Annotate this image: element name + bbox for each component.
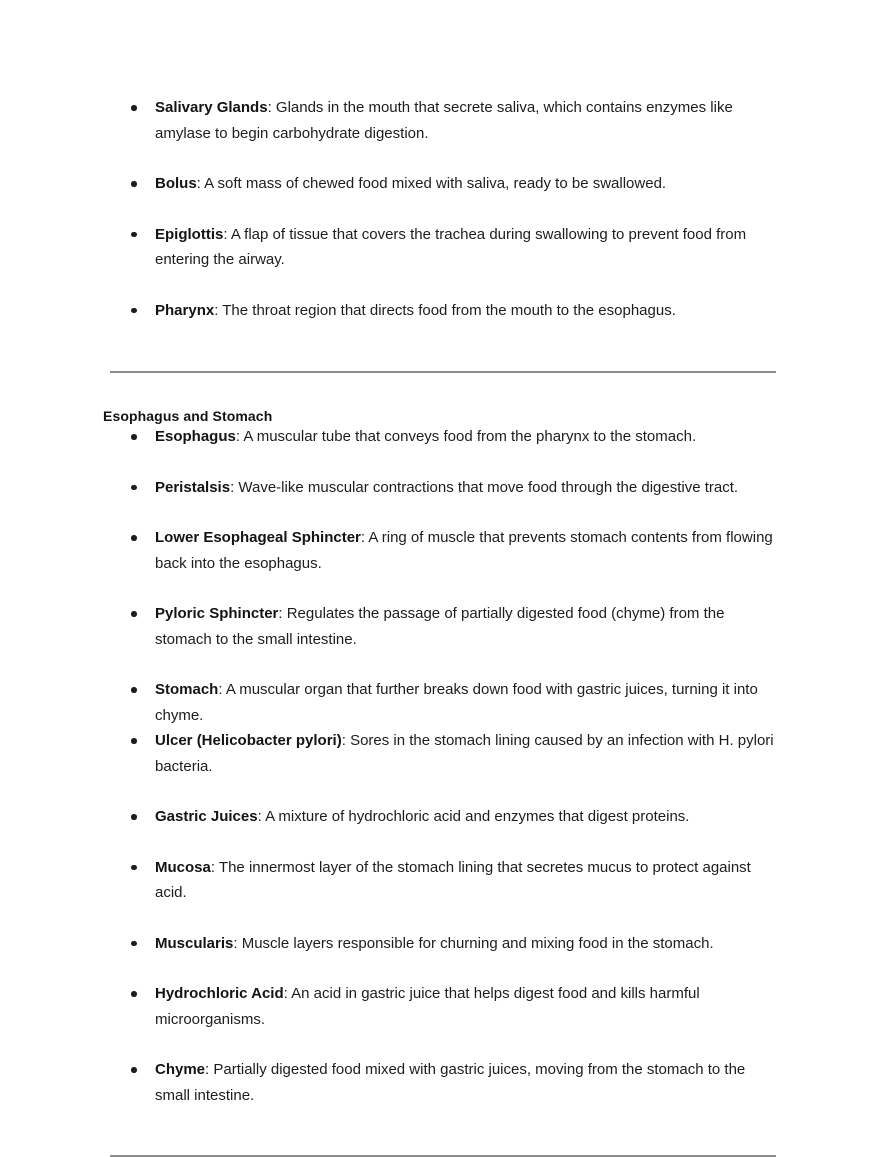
bullet-point-icon xyxy=(131,1067,137,1073)
glossary-term-definition: : Sores in the stomach lining caused by an infection with H. pylori bacteria. xyxy=(155,732,774,775)
glossary-term-name: Lower Esophageal Sphincter xyxy=(155,529,361,546)
bullet-point-icon xyxy=(131,611,137,617)
glossary-term-definition: : Partially digested food mixed with gastric juices, moving from the stomach to the small intestine. xyxy=(155,1061,746,1104)
divider-top-wrapper xyxy=(103,323,777,373)
glossary-term-item xyxy=(103,855,777,906)
bullet-point-icon xyxy=(131,181,137,187)
glossary-term-item xyxy=(103,601,777,652)
glossary-term-item xyxy=(103,728,777,779)
glossary-term-name: Hydrochloric Acid xyxy=(155,985,284,1002)
glossary-term-name: Chyme xyxy=(155,1061,206,1078)
glossary-term-item xyxy=(103,931,777,957)
glossary-term-item xyxy=(103,475,777,501)
bullet-point-icon xyxy=(131,687,137,693)
glossary-term-name: Salivary Glands xyxy=(155,99,268,116)
bullet-point-icon xyxy=(131,485,137,491)
glossary-term-definition: : The throat region that directs food from the mouth to the esophagus. xyxy=(214,301,676,319)
glossary-term-name: Pharynx xyxy=(155,301,215,319)
bullet-point-icon xyxy=(131,738,137,744)
glossary-term-name: Epiglottis xyxy=(155,225,224,243)
bullet-point-icon xyxy=(131,991,137,997)
glossary-term-item xyxy=(103,298,777,324)
glossary-term-definition: : A soft mass of chewed food mixed with saliva, ready to be swallowed. xyxy=(196,175,667,192)
glossary-term-name: Gastric Juices xyxy=(155,808,258,825)
bullet-point-icon xyxy=(131,232,137,238)
glossary-term-item xyxy=(103,1057,777,1108)
glossary-term-name: Mucosa xyxy=(155,858,211,876)
glossary-list-mouth xyxy=(103,95,777,323)
glossary-term-name: Peristalsis xyxy=(155,478,231,496)
glossary-term-name: Stomach xyxy=(155,681,219,698)
glossary-term-name: Ulcer (Helicobacter pylori) xyxy=(155,732,342,749)
bullet-point-icon xyxy=(131,865,137,871)
bullet-point-icon xyxy=(131,941,137,947)
glossary-term-item xyxy=(103,677,777,728)
glossary-term-definition: : A ring of muscle that prevents stomach contents from flowing back into the esophagus. xyxy=(155,529,773,572)
glossary-term-name: Esophagus xyxy=(155,428,236,445)
glossary-term-name: Muscularis xyxy=(155,934,234,952)
glossary-term-item xyxy=(103,95,777,146)
glossary-term-name: Bolus xyxy=(155,175,197,192)
glossary-term-definition: : Wave-like muscular contractions that move food through the digestive tract. xyxy=(230,478,739,496)
glossary-list-esophagus-stomach xyxy=(103,424,777,1108)
bullet-point-icon xyxy=(131,105,137,111)
divider-bottom-wrapper xyxy=(103,1108,777,1157)
glossary-term-definition: : A muscular organ that further breaks down food with gastric juices, turning it into chyme. xyxy=(155,681,758,724)
glossary-term-definition: : The innermost layer of the stomach lining that secretes mucus to protect against acid. xyxy=(155,858,751,901)
glossary-term-definition: : Glands in the mouth that secrete saliva, which contains enzymes like amylase to begin carbohydrate digestion. xyxy=(155,99,733,142)
glossary-term-item xyxy=(103,171,777,197)
bullet-point-icon xyxy=(131,535,137,541)
bullet-point-icon xyxy=(131,814,137,820)
bullet-point-icon xyxy=(131,308,137,314)
glossary-term-definition: : A muscular tube that conveys food from the pharynx to the stomach. xyxy=(235,428,697,445)
section-heading-esophagus-and-stomach: Esophagus and Stomach xyxy=(103,408,273,424)
glossary-term-definition: : A mixture of hydrochloric acid and enzymes that digest proteins. xyxy=(257,808,690,825)
glossary-term-item xyxy=(103,981,777,1032)
glossary-term-item xyxy=(103,525,777,576)
glossary-term-definition: : A flap of tissue that covers the trachea during swallowing to prevent food from entering the airway. xyxy=(155,225,747,268)
glossary-term-item xyxy=(103,424,777,450)
glossary-term-definition: : Regulates the passage of partially digested food (chyme) from the stomach to the small intestine. xyxy=(155,605,725,648)
glossary-term-definition: : Muscle layers responsible for churning and mixing food in the stomach. xyxy=(233,934,714,952)
glossary-term-item xyxy=(103,804,777,830)
glossary-term-item xyxy=(103,222,777,273)
glossary-term-definition: : An acid in gastric juice that helps digest food and kills harmful microorganisms. xyxy=(155,985,700,1028)
page-content xyxy=(103,95,777,1157)
glossary-term-name: Pyloric Sphincter xyxy=(155,605,279,622)
bullet-point-icon xyxy=(131,434,137,440)
